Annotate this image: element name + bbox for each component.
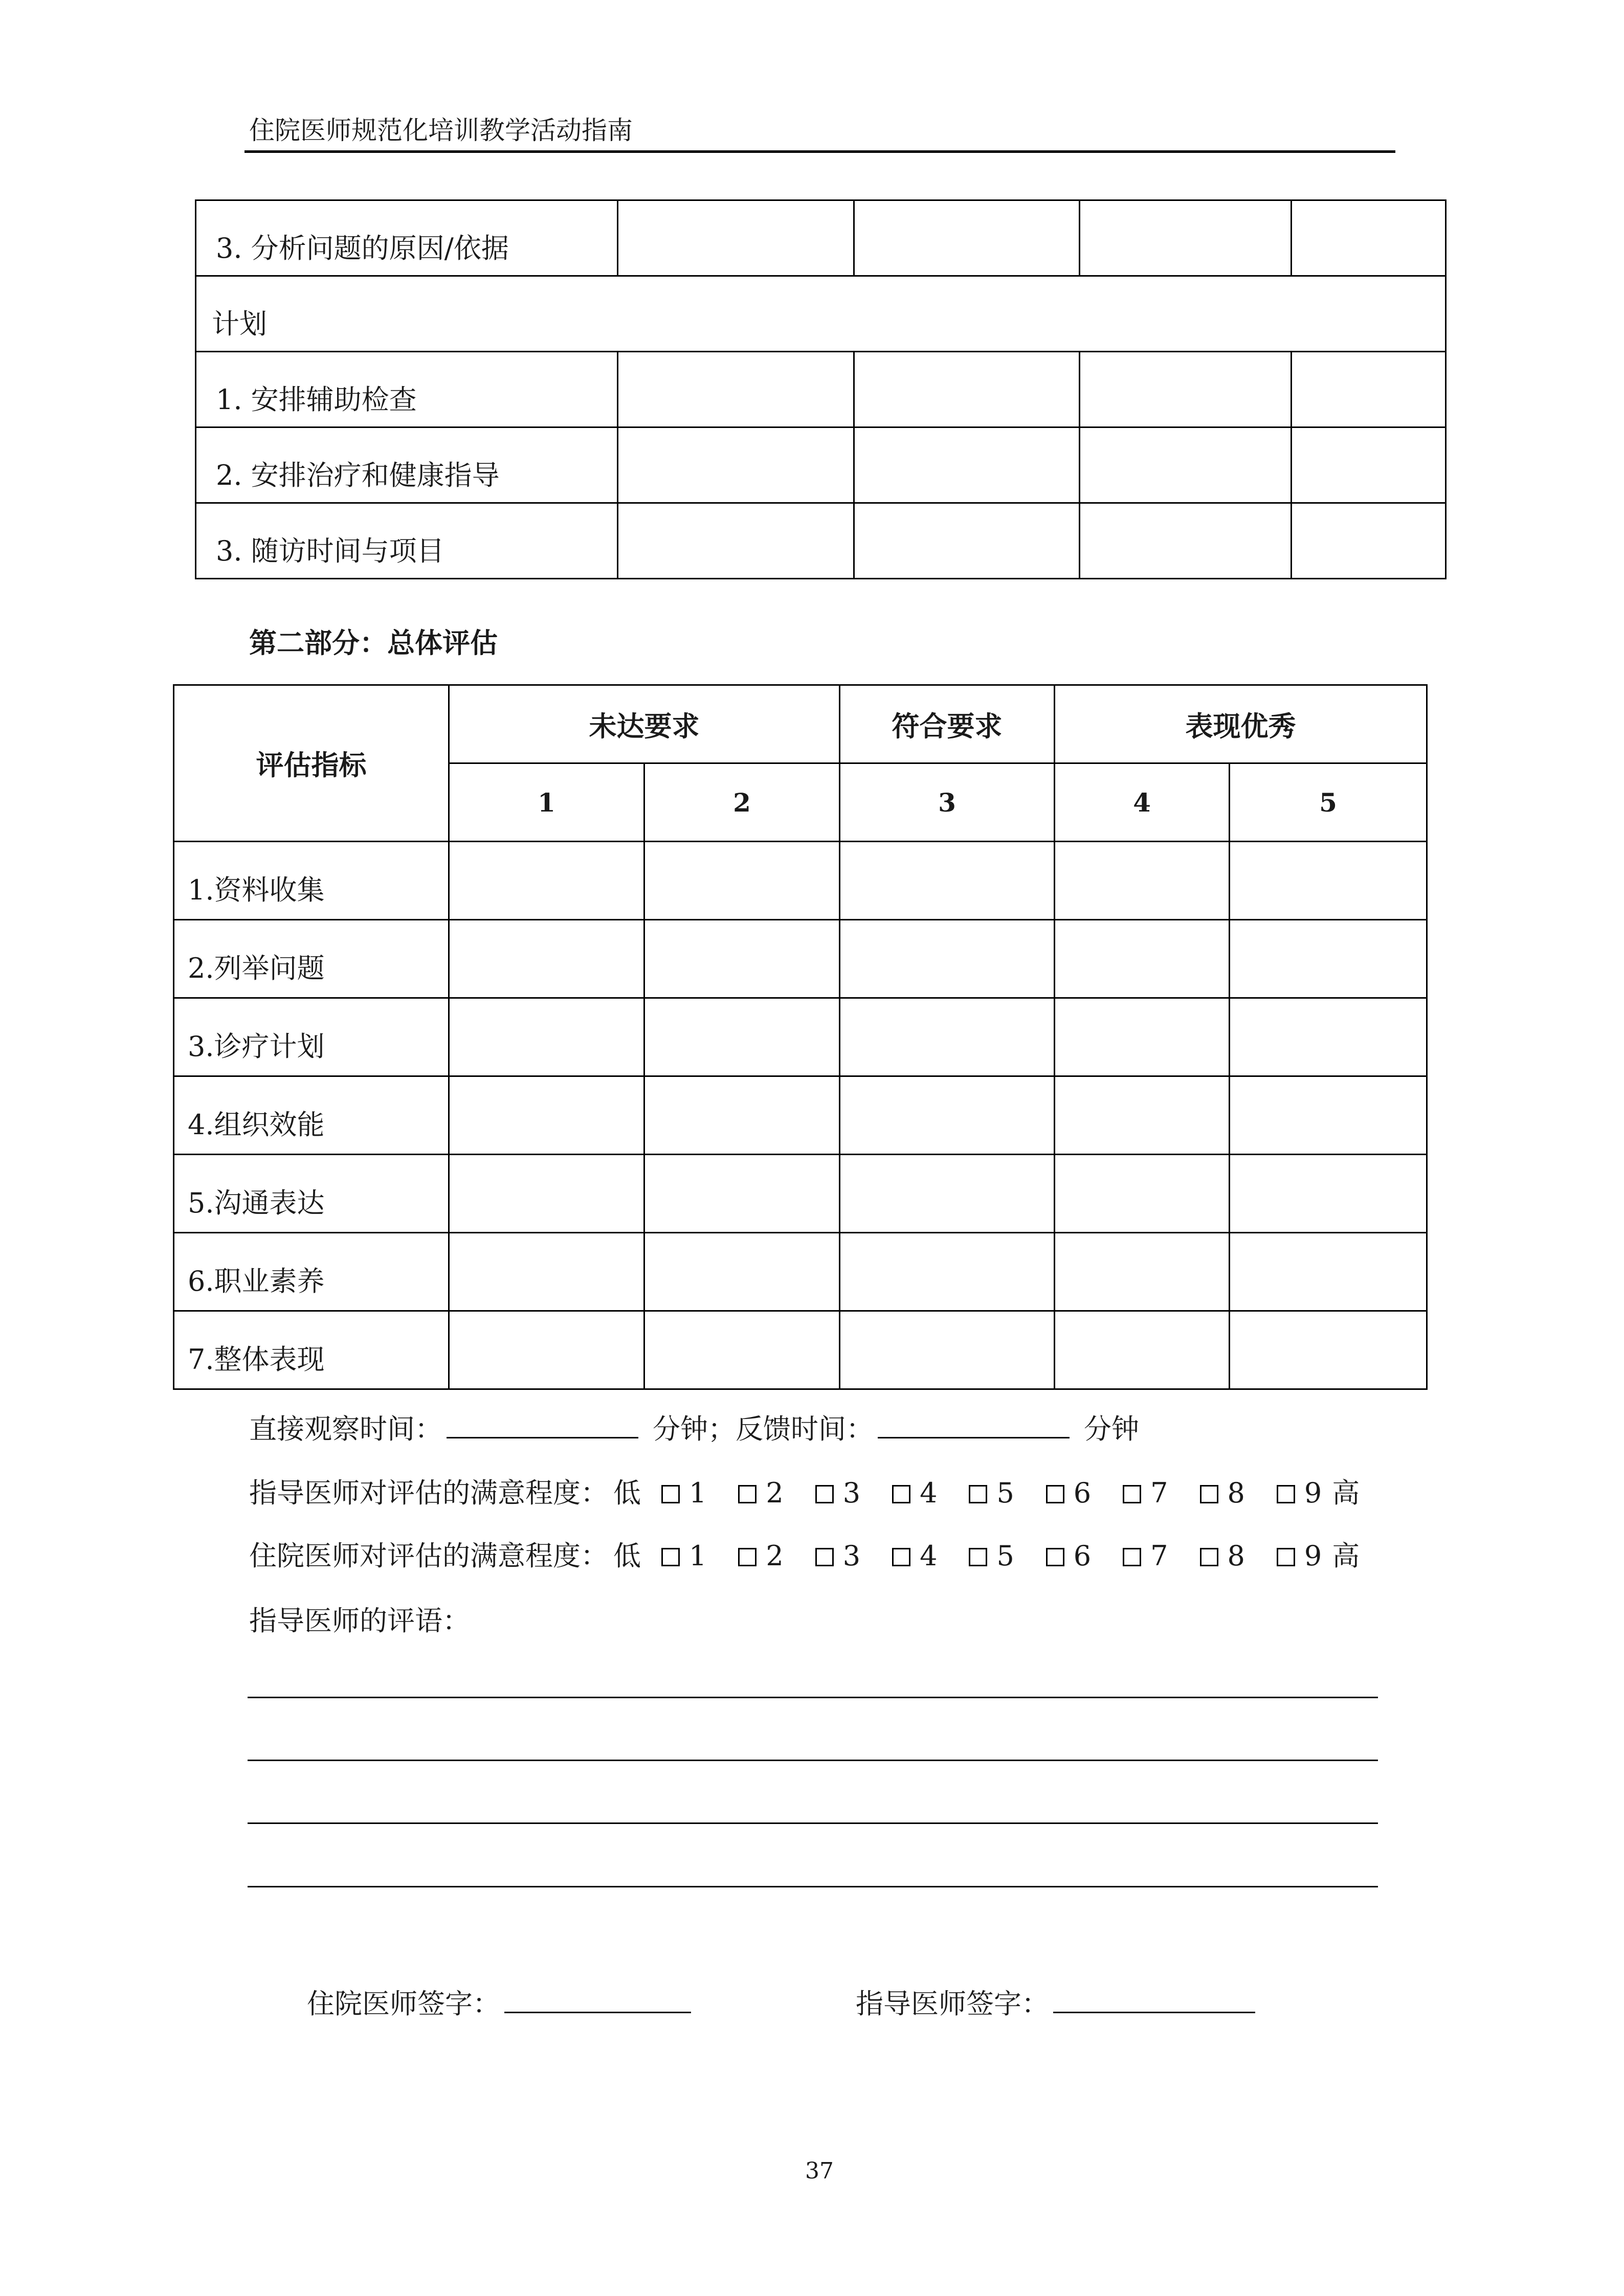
score-cell[interactable] bbox=[449, 998, 644, 1076]
score-cell[interactable] bbox=[1055, 1155, 1230, 1233]
score-cell[interactable] bbox=[1055, 1076, 1230, 1155]
plan-table bbox=[195, 199, 1447, 579]
table-row bbox=[174, 1233, 1427, 1311]
score-cell[interactable] bbox=[840, 842, 1055, 920]
checkbox-option[interactable]: 5 bbox=[969, 1540, 1014, 1572]
score-cell[interactable] bbox=[1055, 998, 1230, 1076]
checkbox-icon[interactable] bbox=[969, 1548, 987, 1566]
checkbox-option[interactable]: 1 bbox=[661, 1540, 706, 1572]
rating-cell[interactable] bbox=[854, 503, 1080, 579]
score-cell[interactable] bbox=[840, 1076, 1055, 1155]
score-header: 4 bbox=[1055, 763, 1230, 842]
score-cell[interactable] bbox=[449, 1076, 644, 1155]
checkbox-option[interactable]: 4 bbox=[892, 1540, 937, 1572]
checkbox-icon[interactable] bbox=[1046, 1548, 1064, 1566]
score-cell[interactable] bbox=[644, 1076, 840, 1155]
mentor-satisfaction-line bbox=[249, 1475, 1360, 1511]
comment-line[interactable] bbox=[248, 1886, 1378, 1887]
score-cell[interactable] bbox=[840, 1155, 1055, 1233]
score-header: 2 bbox=[644, 763, 840, 842]
checkbox-option[interactable]: 9 bbox=[1277, 1540, 1322, 1572]
score-cell[interactable] bbox=[644, 998, 840, 1076]
resident-satisfaction-line bbox=[249, 1538, 1360, 1574]
checkbox-icon[interactable] bbox=[969, 1485, 987, 1503]
score-cell[interactable] bbox=[644, 1311, 840, 1389]
checkbox-option[interactable]: 2 bbox=[738, 1477, 783, 1509]
table-row bbox=[174, 1155, 1427, 1233]
minutes-label: 分钟 bbox=[1084, 1413, 1139, 1445]
comment-line[interactable] bbox=[248, 1822, 1378, 1824]
score-cell[interactable] bbox=[1230, 842, 1427, 920]
low-label: 低 bbox=[613, 1477, 641, 1509]
checkbox-option[interactable]: 2 bbox=[738, 1540, 783, 1572]
index-label: 3.诊疗计划 bbox=[174, 998, 449, 1076]
checkbox-option[interactable]: 3 bbox=[815, 1540, 860, 1572]
score-cell[interactable] bbox=[449, 1233, 644, 1311]
index-label: 4.组织效能 bbox=[174, 1076, 449, 1155]
table-header-row bbox=[174, 685, 1427, 763]
index-label: 2.列举问题 bbox=[174, 920, 449, 998]
score-cell[interactable] bbox=[1055, 920, 1230, 998]
high-label: 高 bbox=[1332, 1477, 1360, 1509]
score-cell[interactable] bbox=[1055, 1233, 1230, 1311]
observation-time-line bbox=[249, 1411, 1139, 1447]
resident-satisfaction-label: 住院医师对评估的满意程度： bbox=[249, 1540, 608, 1572]
rating-cell[interactable] bbox=[1080, 503, 1292, 579]
overall-evaluation-table bbox=[173, 684, 1428, 1390]
score-cell[interactable] bbox=[1230, 1076, 1427, 1155]
checkbox-icon[interactable] bbox=[815, 1548, 834, 1566]
comment-line[interactable] bbox=[248, 1697, 1378, 1698]
index-label: 7.整体表现 bbox=[174, 1311, 449, 1389]
comment-line[interactable] bbox=[248, 1760, 1378, 1761]
table-row bbox=[196, 427, 1446, 503]
group-header-met: 符合要求 bbox=[840, 685, 1055, 763]
row-label: 3. 分析问题的原因/依据 bbox=[196, 200, 618, 276]
checkbox-option[interactable]: 7 bbox=[1123, 1477, 1168, 1509]
mentor-signature-label: 指导医师签字： bbox=[856, 1988, 1049, 2020]
score-cell[interactable] bbox=[449, 1311, 644, 1389]
rating-cell[interactable] bbox=[1292, 352, 1446, 427]
score-cell[interactable] bbox=[1230, 1233, 1427, 1311]
checkbox-icon[interactable] bbox=[1200, 1485, 1218, 1503]
checkbox-option[interactable]: 3 bbox=[815, 1477, 860, 1509]
table-row bbox=[174, 1076, 1427, 1155]
checkbox-icon[interactable] bbox=[1123, 1485, 1141, 1503]
score-cell[interactable] bbox=[1055, 1311, 1230, 1389]
rating-cell[interactable] bbox=[1080, 352, 1292, 427]
score-header: 1 bbox=[449, 763, 644, 842]
checkbox-icon[interactable] bbox=[1277, 1548, 1295, 1566]
mentor-signature bbox=[856, 1986, 1255, 2022]
checkbox-icon[interactable] bbox=[738, 1548, 757, 1566]
rating-cell[interactable] bbox=[618, 427, 854, 503]
rating-cell[interactable] bbox=[1080, 427, 1292, 503]
table-row bbox=[174, 842, 1427, 920]
minutes-feedback-label: 分钟；反馈时间： bbox=[653, 1413, 874, 1445]
page-number: 37 bbox=[805, 2158, 834, 2184]
score-cell[interactable] bbox=[840, 1233, 1055, 1311]
part2-heading: 第二部分：总体评估 bbox=[249, 626, 498, 659]
header-rule bbox=[244, 150, 1395, 153]
table-row bbox=[174, 1311, 1427, 1389]
group-header-excellent: 表现优秀 bbox=[1055, 685, 1427, 763]
score-cell[interactable] bbox=[449, 842, 644, 920]
checkbox-icon[interactable] bbox=[661, 1548, 680, 1566]
score-cell[interactable] bbox=[840, 998, 1055, 1076]
index-label: 1.资料收集 bbox=[174, 842, 449, 920]
resident-signature-label: 住院医师签字： bbox=[307, 1988, 500, 2020]
checkbox-icon[interactable] bbox=[1046, 1485, 1064, 1503]
checkbox-option[interactable]: 5 bbox=[969, 1477, 1014, 1509]
checkbox-icon[interactable] bbox=[815, 1485, 834, 1503]
resident-signature-field[interactable] bbox=[504, 1986, 691, 2013]
table-row bbox=[174, 998, 1427, 1076]
score-cell[interactable] bbox=[840, 920, 1055, 998]
rating-cell[interactable] bbox=[1292, 427, 1446, 503]
running-header: 住院医师规范化培训教学活动指南 bbox=[249, 116, 633, 145]
score-cell[interactable] bbox=[840, 1311, 1055, 1389]
score-cell[interactable] bbox=[449, 920, 644, 998]
score-cell[interactable] bbox=[449, 1155, 644, 1233]
table-row bbox=[196, 352, 1446, 427]
checkbox-option[interactable]: 4 bbox=[892, 1477, 937, 1509]
checkbox-option[interactable]: 7 bbox=[1123, 1540, 1168, 1572]
checkbox-icon[interactable] bbox=[1277, 1485, 1295, 1503]
table-row bbox=[196, 276, 1446, 352]
mentor-signature-field[interactable] bbox=[1053, 1986, 1255, 2013]
index-header: 评估指标 bbox=[174, 685, 449, 842]
score-cell[interactable] bbox=[1230, 1155, 1427, 1233]
rating-cell[interactable] bbox=[854, 427, 1080, 503]
checkbox-icon[interactable] bbox=[738, 1485, 757, 1503]
table-row bbox=[174, 920, 1427, 998]
rating-cell[interactable] bbox=[1292, 200, 1446, 276]
rating-cell[interactable] bbox=[618, 352, 854, 427]
score-cell[interactable] bbox=[1230, 1311, 1427, 1389]
checkbox-icon[interactable] bbox=[661, 1485, 680, 1503]
score-cell[interactable] bbox=[644, 1233, 840, 1311]
score-cell[interactable] bbox=[644, 920, 840, 998]
index-label: 5.沟通表达 bbox=[174, 1155, 449, 1233]
rating-cell[interactable] bbox=[1292, 503, 1446, 579]
score-cell[interactable] bbox=[1230, 998, 1427, 1076]
group-header-not-met: 未达要求 bbox=[449, 685, 840, 763]
section-label: 计划 bbox=[196, 276, 1446, 352]
observation-time-field[interactable] bbox=[447, 1411, 638, 1438]
resident-signature bbox=[307, 1986, 691, 2022]
checkbox-option[interactable]: 9 bbox=[1277, 1477, 1322, 1509]
score-header: 3 bbox=[840, 763, 1055, 842]
row-label: 3. 随访时间与项目 bbox=[196, 503, 618, 579]
mentor-satisfaction-label: 指导医师对评估的满意程度： bbox=[249, 1477, 608, 1509]
feedback-time-field[interactable] bbox=[878, 1411, 1070, 1438]
rating-cell[interactable] bbox=[618, 503, 854, 579]
table-row bbox=[196, 200, 1446, 276]
index-label: 6.职业素养 bbox=[174, 1233, 449, 1311]
checkbox-option[interactable]: 1 bbox=[661, 1477, 706, 1509]
low-label: 低 bbox=[613, 1540, 641, 1572]
score-cell[interactable] bbox=[644, 1155, 840, 1233]
rating-cell[interactable] bbox=[618, 200, 854, 276]
checkbox-option[interactable]: 6 bbox=[1046, 1477, 1091, 1509]
score-cell[interactable] bbox=[1230, 920, 1427, 998]
row-label: 1. 安排辅助检查 bbox=[196, 352, 618, 427]
checkbox-icon[interactable] bbox=[1123, 1548, 1141, 1566]
checkbox-icon[interactable] bbox=[892, 1548, 910, 1566]
direct-observation-label: 直接观察时间： bbox=[249, 1413, 442, 1445]
rating-cell[interactable] bbox=[854, 352, 1080, 427]
score-cell[interactable] bbox=[1055, 842, 1230, 920]
checkbox-option[interactable]: 6 bbox=[1046, 1540, 1091, 1572]
score-cell[interactable] bbox=[644, 842, 840, 920]
checkbox-icon[interactable] bbox=[892, 1485, 910, 1503]
high-label: 高 bbox=[1332, 1540, 1360, 1572]
row-label: 2. 安排治疗和健康指导 bbox=[196, 427, 618, 503]
table-row bbox=[196, 503, 1446, 579]
checkbox-option[interactable]: 8 bbox=[1200, 1540, 1245, 1572]
checkbox-icon[interactable] bbox=[1200, 1548, 1218, 1566]
rating-cell[interactable] bbox=[1080, 200, 1292, 276]
checkbox-option[interactable]: 8 bbox=[1200, 1477, 1245, 1509]
rating-cell[interactable] bbox=[854, 200, 1080, 276]
comments-label: 指导医师的评语： bbox=[249, 1605, 470, 1637]
score-header: 5 bbox=[1230, 763, 1427, 842]
